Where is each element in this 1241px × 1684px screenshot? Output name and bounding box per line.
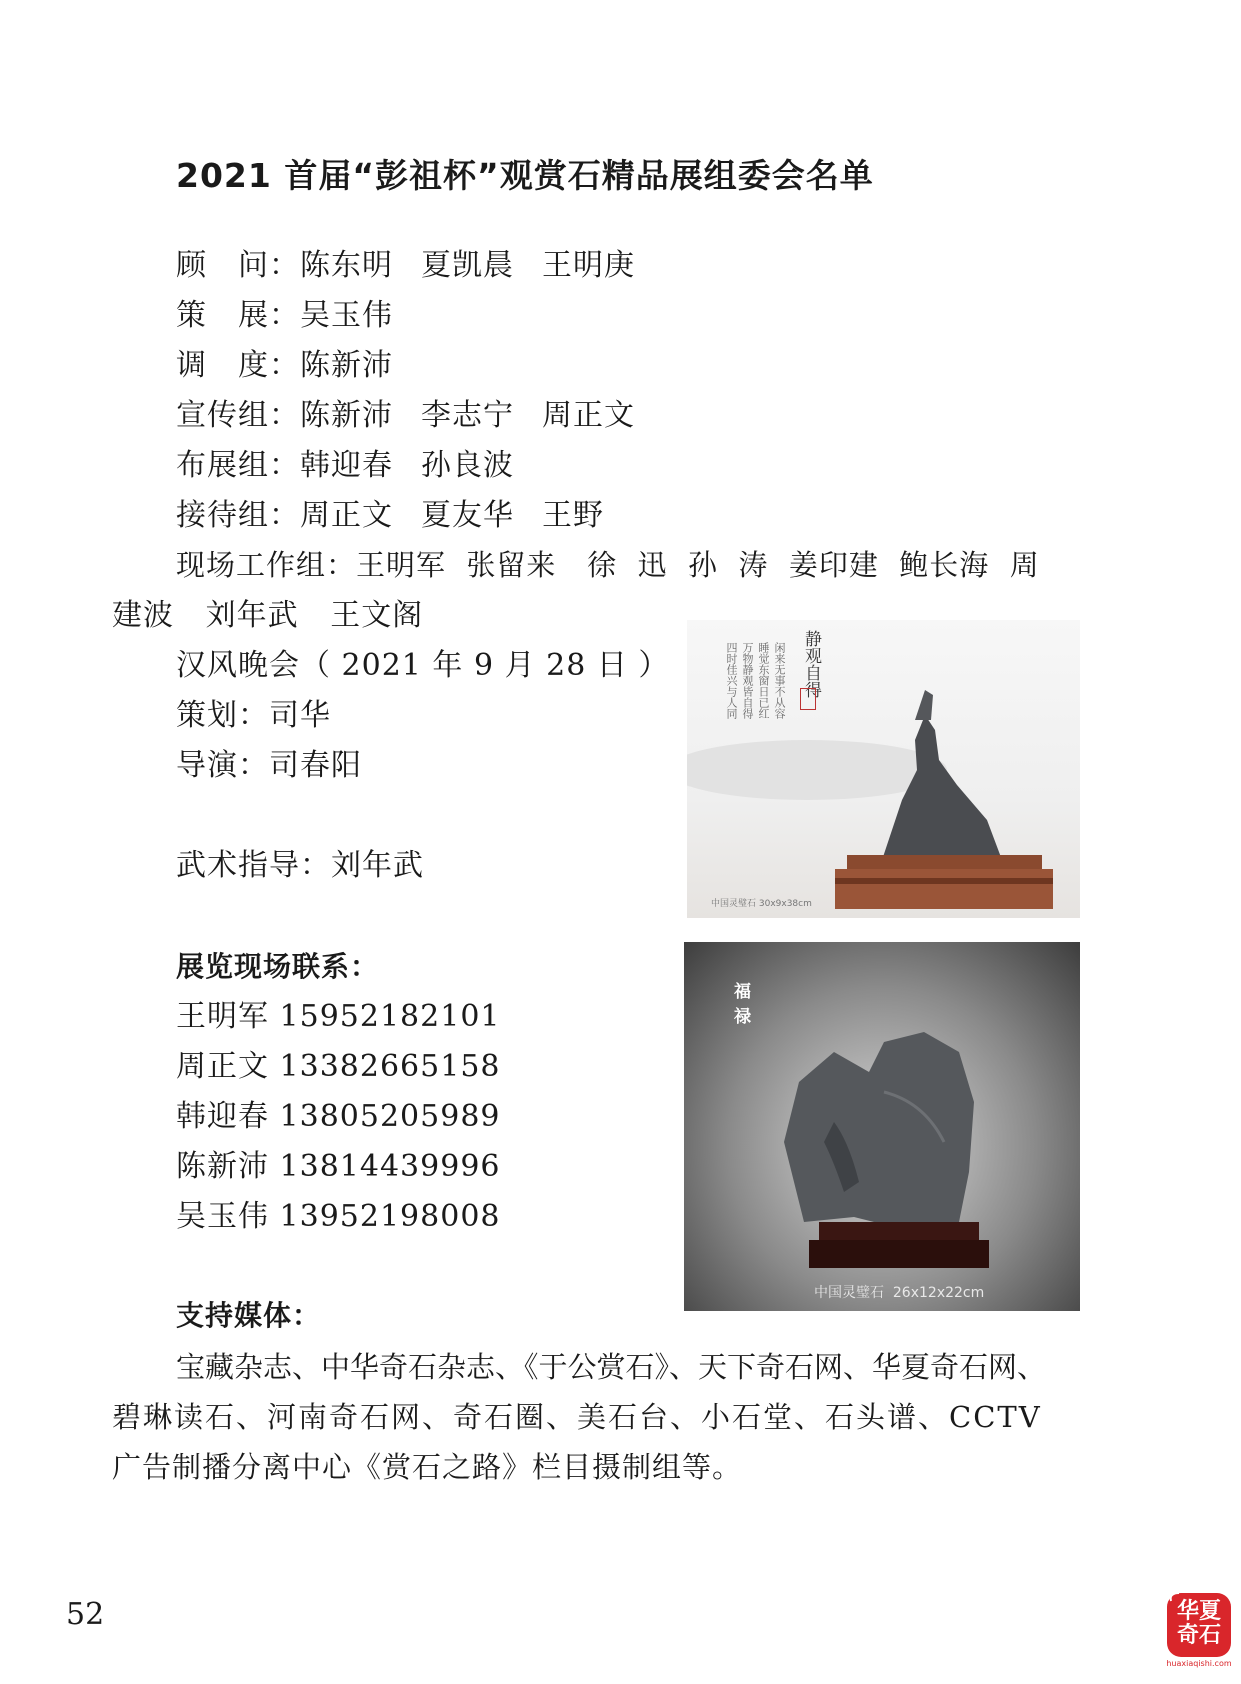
gala-planner: 策划：司华 — [176, 698, 331, 733]
stone-photo-fulu — [684, 942, 1080, 1311]
onsite-team-line-2: 建波 刘年武 王文阁 — [112, 598, 424, 633]
contact-item: 王明军 15952182101 — [176, 999, 501, 1034]
stone-photo-jingguan — [687, 620, 1080, 918]
advisor-line: 顾 问：陈东明 夏凯晨 王明庚 — [176, 248, 635, 283]
huaxia-qishi-logo — [1165, 1589, 1233, 1671]
coordinator-line: 调 度：陈新沛 — [176, 348, 393, 383]
media-line-3: 广告制播分离中心《赏石之路》栏目摄制组等。 — [112, 1450, 743, 1484]
page-title: 2021 首届“彭祖杯”观赏石精品展组委会名单 — [176, 156, 874, 195]
gala-director: 导演：司春阳 — [176, 748, 362, 783]
photo1-title: 静观自得 — [801, 630, 821, 698]
logo-text: 华夏奇石 — [1176, 1598, 1221, 1648]
photo1-caption: 中国灵璧石 30x9x38cm — [711, 899, 812, 909]
seal-stamp — [800, 688, 816, 710]
photo2-caption: 中国灵璧石 26x12x22cm — [814, 1285, 985, 1301]
logo-url: huaxiaqishi.com — [1166, 1659, 1232, 1668]
contacts-heading: 展览现场联系： — [176, 950, 380, 983]
onsite-team-line-1: 现场工作组：王明军 张留来 徐 迅 孙 涛 姜印建 鲍长海 周 — [176, 548, 1040, 582]
contact-item: 吴玉伟 13952198008 — [176, 1199, 501, 1234]
reception-line: 接待组：周正文 夏友华 王野 — [176, 498, 604, 533]
media-line-1: 宝藏杂志、中华奇石杂志、《于公赏石》、天下奇石网、华夏奇石网、 — [176, 1350, 1047, 1384]
publicity-line: 宣传组：陈新沛 李志宁 周正文 — [176, 398, 635, 433]
media-heading: 支持媒体： — [176, 1299, 322, 1332]
contact-item: 周正文 13382665158 — [176, 1049, 501, 1084]
photo2-title: 福禄 — [730, 982, 750, 1032]
layout-group-line: 布展组：韩迎春 孙良波 — [176, 448, 514, 483]
page-number: 52 — [66, 1597, 105, 1632]
gala-martial-arts: 武术指导：刘年武 — [176, 848, 424, 883]
photo1-poem-line: 睡觉东窗日已红 — [757, 642, 770, 719]
photo1-poem-line: 万物静观皆自得 — [741, 642, 754, 719]
gala-title: 汉风晚会（ 2021 年 9 月 28 日 ） — [176, 648, 670, 683]
media-line-2: 碧琳读石、河南奇石网、奇石圈、美石台、小石堂、石头谱、CCTV — [112, 1400, 1042, 1434]
contact-item: 韩迎春 13805205989 — [176, 1099, 501, 1134]
curator-line: 策 展：吴玉伟 — [176, 298, 393, 333]
photo1-poem-line: 闲来无事不从容 — [773, 642, 786, 719]
photo1-poem-line: 四时佳兴与人同 — [725, 642, 738, 719]
contact-item: 陈新沛 13814439996 — [176, 1149, 501, 1184]
